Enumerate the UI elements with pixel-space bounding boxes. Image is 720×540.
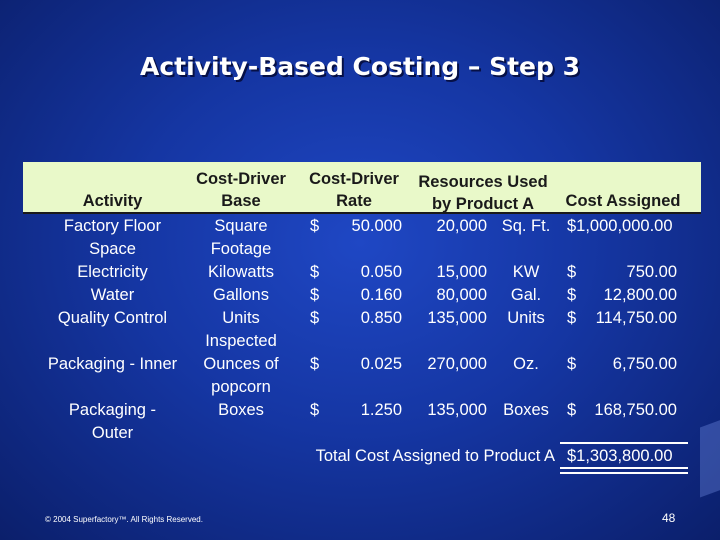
- header-resources-line2: by Product A: [431, 195, 535, 213]
- row-rate: 0.850: [360, 309, 402, 327]
- row-cost: 114,750.00: [595, 309, 677, 327]
- row-activity: Electricity: [77, 263, 148, 281]
- row-rate-currency: $: [310, 217, 320, 235]
- row-activity: Packaging -: [68, 401, 157, 419]
- total-label: Total Cost Assigned to Product A: [315, 447, 555, 465]
- header-cost: Cost Assigned: [565, 192, 681, 210]
- row-activity: Quality Control: [57, 309, 168, 327]
- header-rate-line2: Rate: [336, 192, 372, 210]
- row-unit: Boxes: [503, 401, 549, 419]
- row-quantity: 80,000: [436, 286, 487, 304]
- row-rate: 0.025: [360, 355, 402, 373]
- row-base: Inspected: [205, 332, 277, 350]
- header-rate-line1: Cost-Driver: [309, 170, 399, 188]
- row-unit: Oz.: [513, 355, 539, 373]
- row-base: Units: [222, 309, 260, 327]
- row-rate-currency: $: [310, 309, 320, 327]
- row-rate-currency: $: [310, 263, 320, 281]
- row-cost-currency: $: [567, 355, 577, 373]
- row-cost: $1,000,000.00: [567, 217, 673, 235]
- row-cost: 750.00: [626, 263, 677, 281]
- row-activity: Factory Floor: [63, 217, 162, 235]
- row-unit: KW: [512, 263, 540, 281]
- row-base: popcorn: [211, 378, 271, 396]
- header-resources-line1: Resources Used: [418, 173, 548, 191]
- row-cost-currency: $: [567, 401, 577, 419]
- row-rate: 1.250: [360, 401, 402, 419]
- row-cost: 12,800.00: [603, 286, 677, 304]
- total-double-rule-2: [560, 472, 688, 474]
- header-activity: Activity: [82, 192, 143, 210]
- row-unit: Units: [507, 309, 545, 327]
- row-rate-currency: $: [310, 401, 320, 419]
- page-number: 48: [662, 511, 676, 525]
- header-base-line2: Base: [221, 192, 261, 210]
- row-quantity: 270,000: [427, 355, 487, 373]
- row-rate-currency: $: [310, 355, 320, 373]
- row-rate-currency: $: [310, 286, 320, 304]
- row-quantity: 135,000: [427, 309, 487, 327]
- row-activity: Outer: [91, 424, 134, 442]
- decorative-swoosh: [700, 417, 720, 498]
- row-unit: Gal.: [510, 286, 542, 304]
- row-cost: 6,750.00: [612, 355, 677, 373]
- row-cost: 168,750.00: [594, 401, 677, 419]
- total-value: $1,303,800.00: [567, 447, 673, 465]
- row-base: Boxes: [218, 401, 264, 419]
- row-activity: Packaging - Inner: [47, 355, 178, 373]
- row-quantity: 20,000: [436, 217, 487, 235]
- row-base: Ounces of: [203, 355, 279, 373]
- row-rate: 0.160: [360, 286, 402, 304]
- header-base-line1: Cost-Driver: [196, 170, 286, 188]
- row-base: Footage: [210, 240, 272, 258]
- row-activity: Space: [89, 240, 136, 258]
- copyright-footer: © 2004 Superfactory™. All Rights Reserved.: [45, 515, 203, 524]
- row-quantity: 15,000: [436, 263, 487, 281]
- row-rate: 50.000: [351, 217, 402, 235]
- row-cost-currency: $: [567, 286, 577, 304]
- row-unit: Sq. Ft.: [501, 217, 551, 235]
- row-rate: 0.050: [360, 263, 402, 281]
- total-double-rule-1: [560, 467, 688, 469]
- total-top-rule: [560, 442, 688, 444]
- row-base: Square: [214, 217, 268, 235]
- row-base: Gallons: [213, 286, 269, 304]
- row-cost-currency: $: [567, 309, 577, 327]
- row-cost-currency: $: [567, 263, 577, 281]
- row-activity: Water: [90, 286, 135, 304]
- row-quantity: 135,000: [427, 401, 487, 419]
- slide-title: Activity-Based Costing – Step 3: [140, 52, 580, 81]
- row-base: Kilowatts: [207, 263, 275, 281]
